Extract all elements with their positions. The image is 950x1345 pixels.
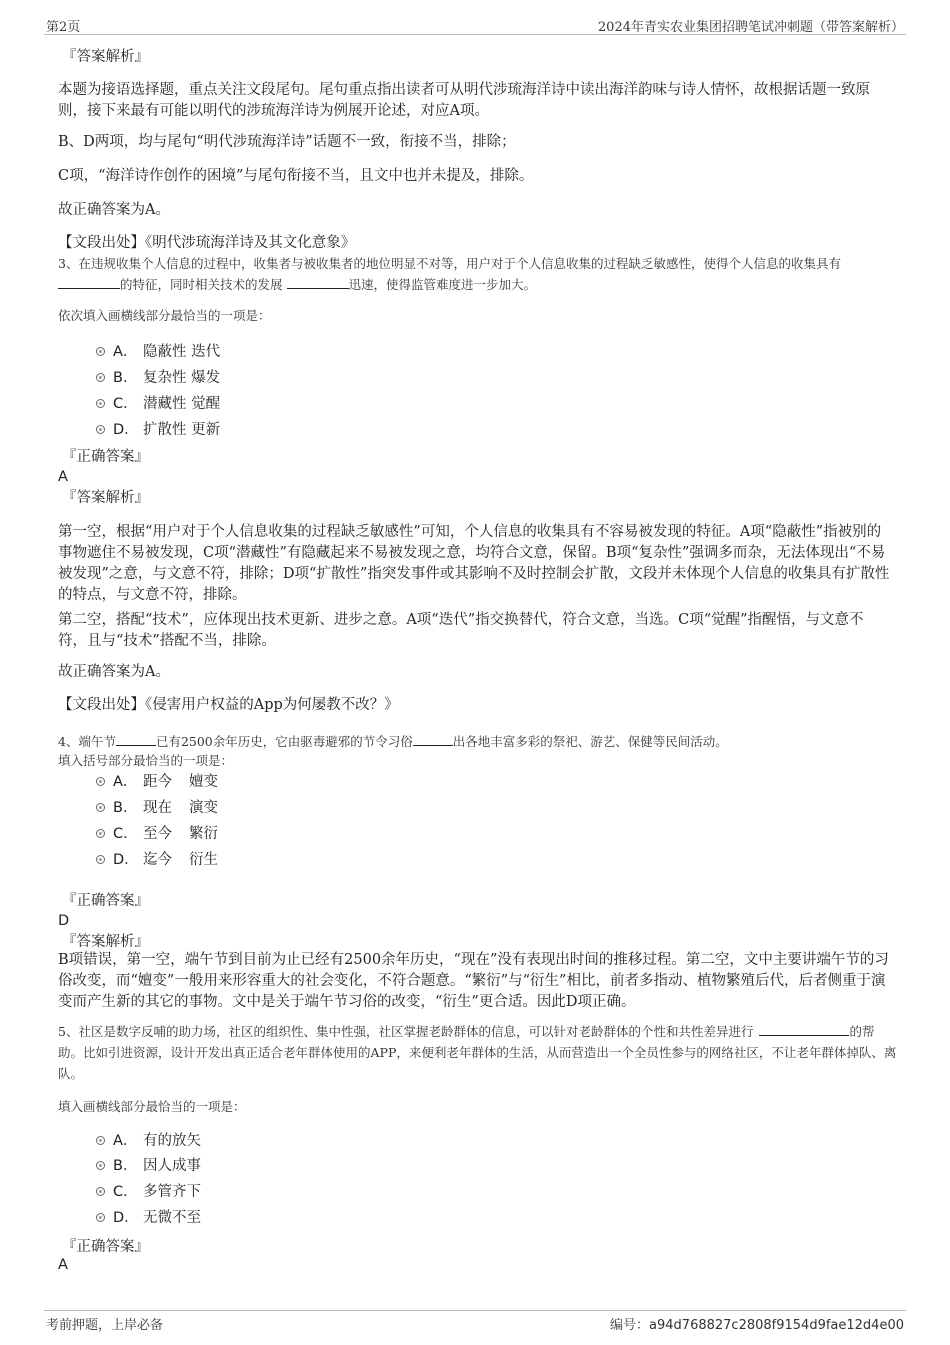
q3-answer-label: 『正确答案』 [62,449,149,465]
q3-blank-2 [287,274,349,289]
q4-analysis: B项错误，第一空，端午节到目前为止已经有2500余年历史，“现在”没有表现出时间的推移过程。第二空，文中主要讲端午节的习俗改变，而“嬗变”一般用来形容重大的社会变化，不符合题意。“繁衍”与“衍生”相比，前者多指动、植物繁殖后代，后者侧重于演变而产生新的其它的事物。文中是关于端午节习俗的改变，“衍生”更合适。因此D项正确。 [58,952,889,1010]
option-letter: D． [113,852,139,868]
q5-stem-part1: 5、社区是数字反哺的助力场，社区的组织性、集中性强，社区掌握老龄群体的信息，可以针对老龄群体的个性和共性差异进行 [58,1024,754,1039]
q3-stem-part1: 3、在违规收集个人信息的过程中，收集者与被收集者的地位明显不对等，用户对于个人信息收集的过程缺乏敏感性，使得个人信息的收集具有 [58,256,841,271]
option-text: 潜藏性 觉醒 [143,396,221,412]
option-word-1: 至今 [143,826,172,842]
radio-icon[interactable] [96,777,105,786]
q4-stem-part3: 出各地丰富多彩的祭祀、游艺、保健等民间活动。 [452,734,728,749]
option-letter: D． [113,422,139,438]
q3-stem-part3: 迅速，使得监管难度进一步加大。 [348,277,537,292]
option-word-2: 嬗变 [189,774,218,790]
q5-option-a[interactable] [96,1130,201,1152]
option-letter: C． [113,396,138,412]
q4-analysis-label: 『答案解析』 [62,934,149,950]
q2-analysis-p4: 故正确答案为A。 [58,202,170,218]
q4-option-d[interactable] [96,849,218,871]
q3-analysis-label: 『答案解析』 [62,490,149,506]
option-word-1: 迄今 [143,852,172,868]
option-word-2: 演变 [189,800,218,816]
option-letter: C． [113,1184,138,1200]
q2-analysis-p3: C项，“海洋诗作创作的困境”与尾句衔接不当，且文中也并未提及，排除。 [58,168,534,184]
q5-prompt: 填入画横线部分最恰当的一项是： [58,1099,246,1114]
option-text: 有的放矢 [143,1133,201,1149]
radio-icon[interactable] [96,347,105,356]
option-word-1: 距今 [143,774,172,790]
q2-analysis-p2: B、D两项，均与尾句“明代涉琉海洋诗”话题不一致，衔接不当，排除； [58,134,516,150]
option-word-1: 现在 [143,800,172,816]
q5-answer-label: 『正确答案』 [62,1239,149,1255]
page-number: 第2页 [46,20,81,35]
option-letter: B． [113,800,138,816]
q3-stem-part2: 的特征，同时相关技术的发展 [120,277,283,292]
option-word-2: 繁衍 [189,826,218,842]
option-word-2: 衍生 [189,852,218,868]
radio-icon[interactable] [96,1136,105,1145]
q3-option-b[interactable] [96,367,220,389]
q5-option-b[interactable] [96,1155,201,1177]
q3-answer: A [58,469,68,485]
q4-option-a[interactable] [96,771,218,793]
radio-icon[interactable] [96,425,105,434]
q4-prompt: 填入括号部分最恰当的一项是： [58,753,234,768]
header-divider [44,34,906,35]
q4-answer-label: 『正确答案』 [62,893,149,909]
q3-analysis-p3: 故正确答案为A。 [58,664,170,680]
option-text: 隐蔽性 迭代 [143,344,221,360]
option-text: 因人成事 [143,1158,201,1174]
option-letter: C． [113,826,138,842]
q2-analysis-p1: 本题为接语选择题，重点关注文段尾句。尾句重点指出读者可从明代涉琉海洋诗中读出海洋韵味与诗人情怀，故根据话题一致原则，接下来最有可能以明代的涉琉海洋诗为例展开论述，对应A项。 [58,82,870,119]
q5-option-c[interactable] [96,1181,201,1203]
q3-option-d[interactable] [96,419,220,441]
q4-blank-2 [413,731,453,746]
option-letter: D． [113,1210,139,1226]
footer-code [610,1314,904,1333]
option-text: 多管齐下 [143,1184,201,1200]
q3-prompt: 依次填入画横线部分最恰当的一项是： [58,308,271,323]
footer-code-label: 编号： [610,1318,650,1333]
q5-stem-part2: 的帮助。比如引进资源，设计开发出真正适合老年群体使用的APP，来便利老年群体的生活，从而营造出一个全员性参与的网络社区，不让老年群体掉队、离队。 [58,1024,897,1081]
option-text: 扩散性 更新 [143,422,221,438]
radio-icon[interactable] [96,1161,105,1170]
option-letter: A． [113,1133,138,1149]
option-letter: A． [113,774,138,790]
q5-option-d[interactable] [96,1207,201,1229]
option-letter: B． [113,1158,138,1174]
q4-option-b[interactable] [96,797,218,819]
q4-blank-1 [116,731,156,746]
q4-answer: D [58,913,70,929]
q3-option-c[interactable] [96,393,220,415]
q5-answer: A [58,1257,68,1273]
q3-analysis-p1: 第一空，根据“用户对于个人信息收集的过程缺乏敏感性”可知，个人信息的收集具有不容易被发现的特征。A项“隐蔽性”指被别的事物遮住不易被发现，C项“潜藏性”有隐藏起来不易被发现之意，均符合文意，保留。B项“复杂性”强调多而杂，无法体现出“不易被发现”之意，与文意不符，排除；D项“扩散性”指突发事件或其影响不及时控制会扩散，文段并未体现个人信息的收集具有扩散性的特点，与文意不符，排除。 [58,524,890,603]
q3-stem [58,253,898,295]
radio-icon[interactable] [96,1187,105,1196]
footer-code-value: a94d768827c2808f9154d9fae12d4e00 [649,1318,904,1333]
option-letter: A． [113,344,138,360]
q5-stem [58,1021,898,1084]
radio-icon[interactable] [96,829,105,838]
q4-option-c[interactable] [96,823,218,845]
q3-analysis-p2: 第二空，搭配“技术”，应体现出技术更新、进步之意。A项“迭代”指交换替代，符合文意，当选。C项“觉醒”指醒悟，与文意不符，且与“技术”搭配不当，排除。 [58,612,864,649]
q3-option-a[interactable] [96,341,220,363]
q4-stem-part1: 4、端午节 [58,734,116,749]
radio-icon[interactable] [96,373,105,382]
radio-icon[interactable] [96,399,105,408]
radio-icon[interactable] [96,1213,105,1222]
radio-icon[interactable] [96,803,105,812]
q4-stem-part2: 已有2500余年历史，它由驱毒避邪的节令习俗 [155,734,413,749]
q4-stem [58,731,908,752]
q3-blank-1 [58,274,120,289]
option-letter: B． [113,370,138,386]
q5-blank [759,1021,849,1036]
footer-slogan: 考前押题，上岸必备 [46,1318,164,1333]
footer-divider [44,1310,906,1311]
document-title: 2024年青实农业集团招聘笔试冲刺题（带答案解析） [597,20,904,35]
radio-icon[interactable] [96,855,105,864]
q2-analysis-label: 『答案解析』 [62,49,149,65]
option-text: 复杂性 爆发 [143,370,221,386]
option-text: 无微不至 [143,1210,201,1226]
q2-source: 【文段出处】《明代涉琉海洋诗及其文化意象》 [58,235,356,251]
q3-source: 【文段出处】《侵害用户权益的App为何屡教不改？》 [58,697,399,713]
